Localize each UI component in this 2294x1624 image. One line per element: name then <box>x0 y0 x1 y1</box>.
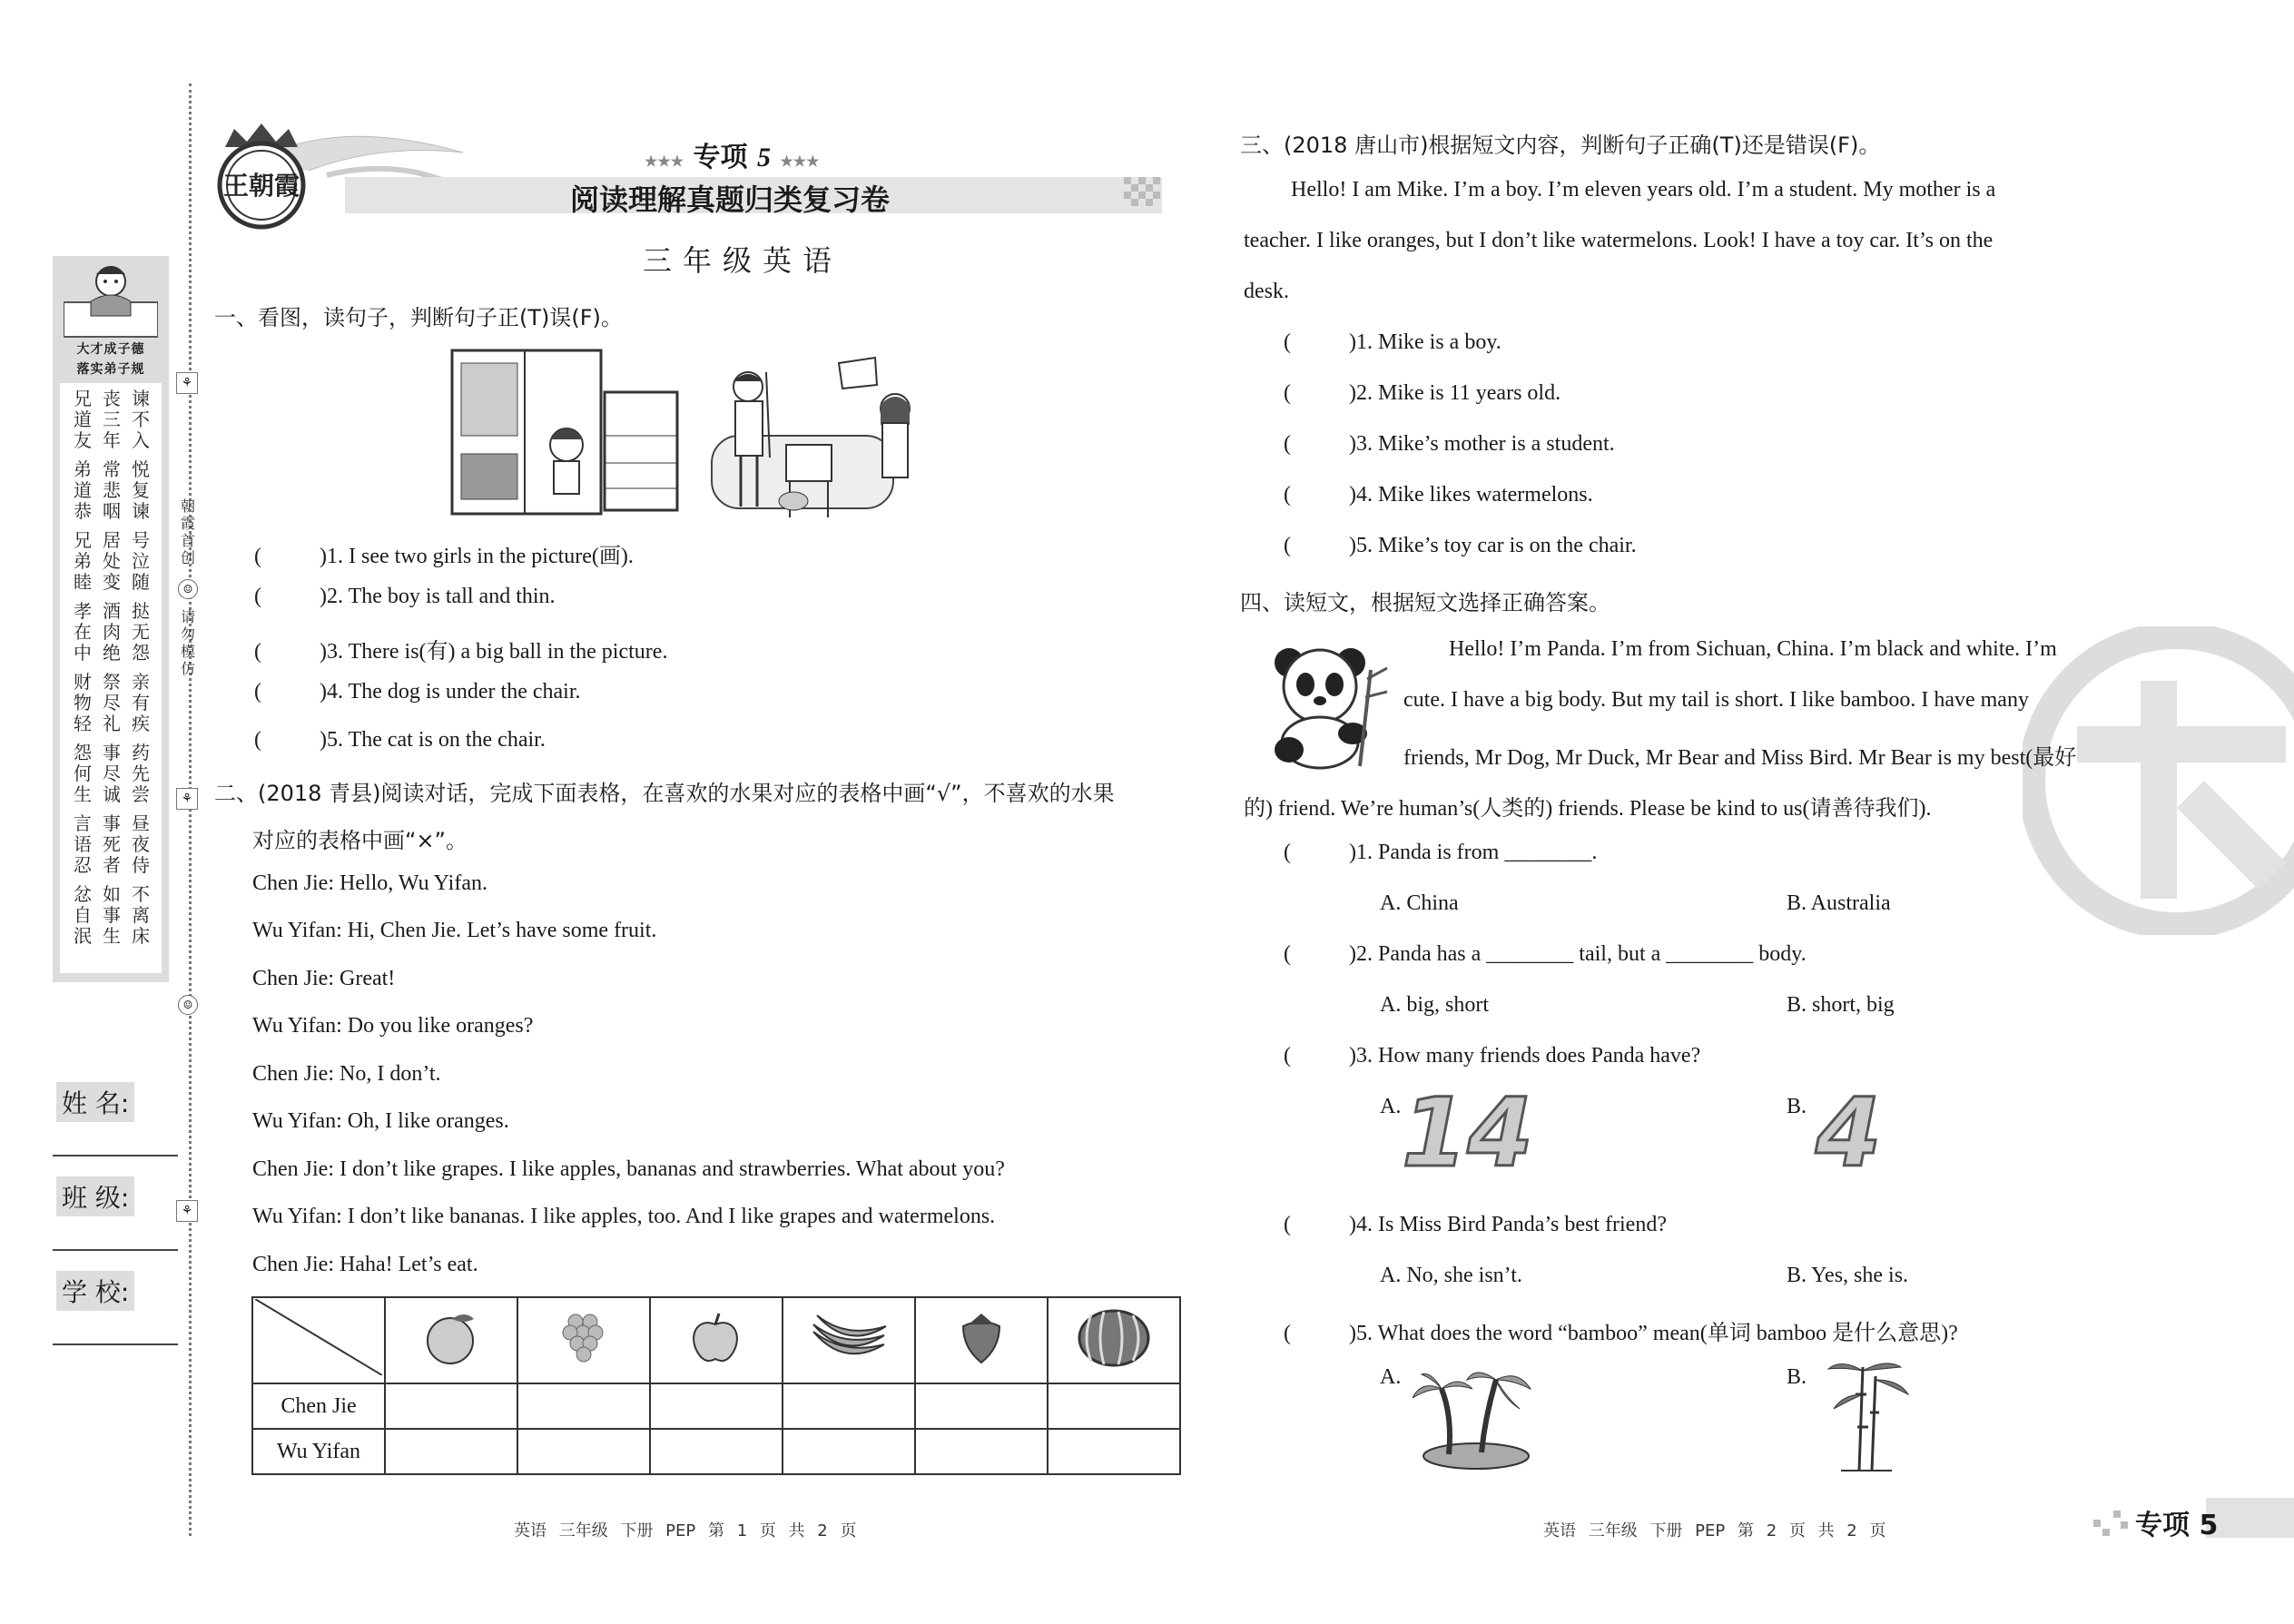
poem-column: 悦复谏 <box>132 458 150 522</box>
orange-icon <box>385 1297 517 1383</box>
part2-heading-2: 对应的表格中画“×”。 <box>252 828 468 853</box>
school-label: 学 校: <box>56 1271 134 1311</box>
motto-line-1: 大才成子德 <box>76 342 145 357</box>
dialogue-line-8: Wu Yifan: I don’t like bananas. I like apples, too. And I like grapes and watermelons. <box>252 1205 996 1228</box>
part3-passage-1: Hello! I am Mike. I’m a boy. I’m eleven years old. I’m a student. My mother is a <box>1291 178 1996 202</box>
poem-column: 丧三年 <box>103 388 121 451</box>
part3-heading: 三、(2018 唐山市)根据短文内容，判断句子正确(T)还是错误(F)。 <box>1240 133 1881 158</box>
part3-item-4: ( )4. Mike likes watermelons. <box>1284 483 1593 507</box>
apple-icon <box>650 1297 783 1383</box>
name-field[interactable] <box>53 1155 178 1156</box>
palm-tree-icon <box>1413 1362 1536 1474</box>
scroll-icon-2: ⚘ <box>176 788 198 810</box>
poem-column: 居处变 <box>103 529 121 593</box>
poem-column: 昼夜侍 <box>132 812 150 876</box>
dialogue-line-4: Wu Yifan: Do you like oranges? <box>252 1014 534 1038</box>
logo-text: 王朝霞 <box>222 171 300 201</box>
page-tag: 专项 5 <box>2135 1510 2219 1541</box>
watermark-seal <box>2023 626 2294 935</box>
footer-right: 英语 三年级 下册 PEP 第 2 页 共 2 页 <box>1543 1521 1886 1540</box>
scroll-icon: ⚘ <box>176 372 198 394</box>
cut-line <box>189 84 192 1536</box>
part3-item-2: ( )2. Mike is 11 years old. <box>1284 381 1561 405</box>
star-row-icon: ★★★ <box>645 153 684 170</box>
seal-icon-2: ☺ <box>178 995 198 1015</box>
part3-passage-3: desk. <box>1244 280 1289 303</box>
dialogue-line-5: Chen Jie: No, I don’t. <box>252 1062 441 1086</box>
fruit-table <box>251 1296 1181 1475</box>
dialogue-line-7: Chen Jie: I don’t like grapes. I like apples, bananas and strawberries. What about you? <box>252 1157 1005 1181</box>
poem-column: 事尽诚 <box>103 742 121 805</box>
table-cell[interactable] <box>915 1383 1048 1429</box>
table-cell[interactable] <box>650 1383 783 1429</box>
class-label: 班 级: <box>56 1176 134 1216</box>
table-corner <box>252 1297 385 1383</box>
star-row-icon: ★★★ <box>780 153 820 170</box>
poem-column: 言语忍 <box>74 812 92 876</box>
special-title: ★★★ 专项 5 ★★★ <box>645 142 820 173</box>
part1-item-2: ( )2. The boy is tall and thin. <box>254 585 556 608</box>
poem-column: 忿自泯 <box>74 883 92 947</box>
part1-item-3: ( )3. There is(有) a big ball in the picture. <box>254 640 668 664</box>
class-field[interactable] <box>53 1249 178 1251</box>
part4-q3: ( )3. How many friends does Panda have? <box>1284 1044 1701 1068</box>
table-cell[interactable] <box>650 1429 783 1474</box>
room-illustration <box>448 345 930 527</box>
part1-item-5: ( )5. The cat is on the chair. <box>254 728 546 752</box>
number-14-picture: 14 <box>1402 1078 1533 1188</box>
part3-passage-2: teacher. I like oranges, but I don’t like watermelons. Look! I have a toy car. It’s on the <box>1244 229 1994 252</box>
poem-column: 号泣随 <box>132 529 150 593</box>
wang-zhaoxia-logo <box>211 120 312 232</box>
poem-column: 酒肉绝 <box>103 600 121 664</box>
part1-item-1: ( )1. I see two girls in the picture(画). <box>254 545 634 568</box>
poem-column: 弟道恭 <box>74 458 92 522</box>
table-cell[interactable] <box>783 1429 915 1474</box>
part4-q5: ( )5. What does the word “bamboo” mean(单词 bamboo 是什么意思)? <box>1284 1322 1958 1345</box>
part4-passage-2: cute. I have a big body. But my tail is short. I like bamboo. I have many <box>1403 688 2029 712</box>
poem-column: 财物轻 <box>74 671 92 734</box>
poem-column: 孝在中 <box>74 600 92 664</box>
poem-column: 挞无怨 <box>132 600 150 664</box>
poem-column: 常悲咽 <box>103 458 121 522</box>
part4-q1-option-b[interactable]: B. Australia <box>1787 891 1891 915</box>
grapes-icon <box>517 1297 650 1383</box>
poem-column: 如事生 <box>103 883 121 947</box>
dialogue-line-1: Chen Jie: Hello, Wu Yifan. <box>252 871 487 895</box>
part1-heading: 一、看图，读句子，判断句子正(T)误(F)。 <box>214 305 623 330</box>
poem-column: 不离床 <box>132 883 150 947</box>
poem-column: 药先尝 <box>132 742 150 805</box>
part4-q3-option-b[interactable]: B. <box>1787 1095 1807 1118</box>
table-cell[interactable] <box>385 1383 517 1429</box>
part4-q1-option-a[interactable]: A. China <box>1380 891 1459 915</box>
dialogue-line-2: Wu Yifan: Hi, Chen Jie. Let’s have some fruit. <box>252 919 657 942</box>
name-label: 姓 名: <box>56 1082 134 1122</box>
poem-column: 亲有疾 <box>132 671 150 734</box>
seal-icon: ☺ <box>178 579 198 599</box>
page-tag-bar <box>2206 1498 2294 1538</box>
part4-passage-4: 的) friend. We’re human’s(人类的) friends. Please be kind to us(请善待我们). <box>1244 797 1932 821</box>
poem-column: 怨何生 <box>74 742 92 805</box>
side-tag-no-copy: 请勿模仿 <box>180 608 195 677</box>
part4-q2: ( )2. Panda has a ________ tail, but a ________ body. <box>1284 942 1807 966</box>
table-cell[interactable] <box>385 1429 517 1474</box>
table-cell[interactable] <box>1048 1383 1180 1429</box>
poem-column: 祭尽礼 <box>103 671 121 734</box>
strawberry-icon <box>915 1297 1048 1383</box>
scroll-icon-3: ⚘ <box>176 1200 198 1222</box>
scholar-figure-icon <box>64 261 158 339</box>
poem-column: 兄道友 <box>74 388 92 451</box>
table-cell[interactable] <box>1048 1429 1180 1474</box>
part1-item-4: ( )4. The dog is under the chair. <box>254 680 581 704</box>
banana-icon <box>783 1297 915 1383</box>
poem-column: 谏不入 <box>132 388 150 451</box>
page-title: 阅读理解真题归类复习卷 <box>570 182 891 217</box>
part4-q4-option-a[interactable]: A. No, she isn’t. <box>1380 1264 1522 1287</box>
table-row-wu-yifan-label: Wu Yifan <box>252 1429 385 1474</box>
part4-q4: ( )4. Is Miss Bird Panda’s best friend? <box>1284 1213 1667 1236</box>
motto-line-2: 落实弟子规 <box>76 362 145 377</box>
bamboo-icon <box>1823 1358 1910 1472</box>
part3-item-1: ( )1. Mike is a boy. <box>1284 330 1501 354</box>
part4-q2-option-a[interactable]: A. big, short <box>1380 993 1489 1017</box>
part4-q4-option-b[interactable]: B. Yes, she is. <box>1787 1264 1909 1287</box>
table-row-chen-jie-label: Chen Jie <box>252 1383 385 1429</box>
table-cell[interactable] <box>783 1383 915 1429</box>
part4-passage-1: Hello! I’m Panda. I’m from Sichuan, China. I’m black and white. I’m <box>1449 637 2057 661</box>
part4-q1: ( )1. Panda is from ________. <box>1284 841 1598 864</box>
panda-illustration <box>1269 643 1391 770</box>
part4-q3-option-a[interactable]: A. <box>1380 1095 1402 1118</box>
part4-q2-option-b[interactable]: B. short, big <box>1787 993 1895 1017</box>
poem-column: 事死者 <box>103 812 121 876</box>
part4-passage-3: friends, Mr Dog, Mr Duck, Mr Bear and Miss Bird. Mr Bear is my best(最好 <box>1403 746 2077 770</box>
dialogue-line-9: Chen Jie: Haha! Let’s eat. <box>252 1253 478 1276</box>
school-field[interactable] <box>53 1343 178 1345</box>
poem-column: 兄弟睦 <box>74 529 92 593</box>
table-cell[interactable] <box>915 1429 1048 1474</box>
footer-left: 英语 三年级 下册 PEP 第 1 页 共 2 页 <box>514 1521 857 1540</box>
page-subtitle: 三年级英语 <box>643 243 843 278</box>
part4-heading: 四、读短文，根据短文选择正确答案。 <box>1240 590 1610 615</box>
part4-q5-option-b[interactable]: B. <box>1787 1365 1807 1389</box>
part3-item-3: ( )3. Mike’s mother is a student. <box>1284 432 1615 456</box>
table-cell[interactable] <box>517 1429 650 1474</box>
dialogue-line-3: Chen Jie: Great! <box>252 967 396 990</box>
part4-q5-option-a[interactable]: A. <box>1380 1365 1402 1389</box>
page-tag-pattern <box>2093 1507 2132 1538</box>
watermelon-icon <box>1048 1297 1180 1383</box>
number-4-picture: 4 <box>1816 1078 1882 1188</box>
side-tag-original: 朝霞首创 <box>180 497 195 566</box>
dialogue-line-6: Wu Yifan: Oh, I like oranges. <box>252 1109 509 1133</box>
part3-item-5: ( )5. Mike’s toy car is on the chair. <box>1284 534 1637 557</box>
part2-heading-1: 二、(2018 青县)阅读对话，完成下面表格，在喜欢的水果对应的表格中画“√”，不喜欢的水果 <box>214 781 1115 806</box>
table-cell[interactable] <box>517 1383 650 1429</box>
banner-pattern <box>1124 177 1166 213</box>
